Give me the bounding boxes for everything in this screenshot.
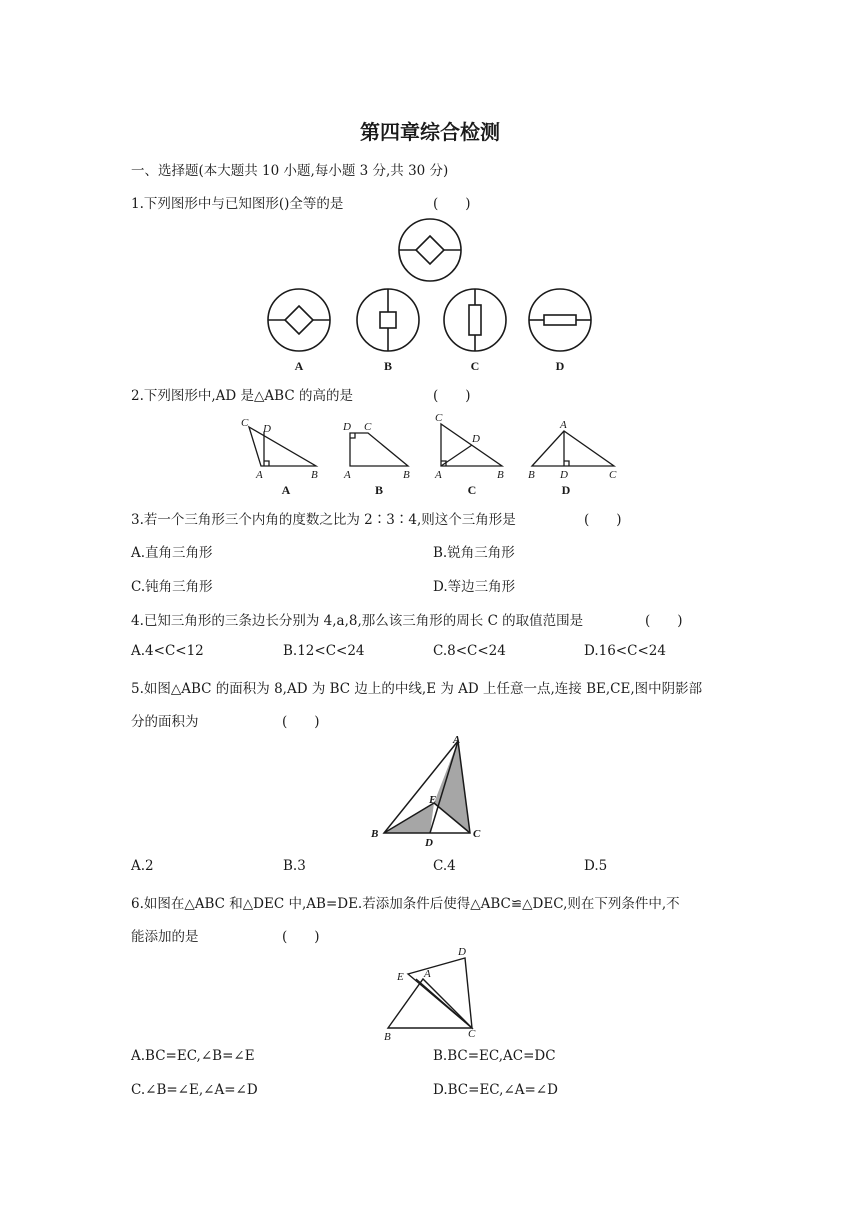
q1-label-b: B	[383, 359, 393, 373]
q2-stem: 2.下列图形中,AD 是△ABC 的高的是	[131, 388, 353, 404]
q2-figure	[236, 410, 626, 500]
q1-option-c-shape	[444, 289, 506, 351]
q3-stem: 3.若一个三角形三个内角的度数之比为 2∶3∶4,则这个三角形是	[131, 512, 516, 528]
q1-figure	[260, 218, 600, 374]
q2-fig-c-vertex-b: B	[497, 469, 504, 481]
q2-fig-b-vertex-a: A	[344, 469, 351, 481]
q6-figure	[378, 944, 488, 1044]
q5-vertex-d: D	[425, 837, 433, 849]
q2-label-b: B	[374, 483, 384, 497]
q6-vertex-c: C	[468, 1028, 476, 1040]
section-heading: 一、选择题(本大题共 10 小题,每小题 3 分,共 30 分)	[131, 163, 449, 179]
q2-fig-b-vertex-c: C	[364, 421, 372, 433]
q3-option-c: C.钝角三角形	[131, 579, 213, 595]
q5-vertex-e: E	[429, 794, 437, 806]
q2-fig-a-vertex-d: D	[263, 423, 271, 435]
q3-option-d: D.等边三角形	[433, 579, 516, 595]
q4-option-c: C.8<C<24	[433, 643, 506, 659]
q2-answer-paren: ( )	[433, 388, 471, 404]
q2-fig-b-vertex-d: D	[343, 421, 351, 433]
q4-answer-paren: ( )	[645, 613, 683, 629]
q2-fig-d-vertex-d: D	[560, 469, 568, 481]
q4-option-a: A.4<C<12	[131, 643, 204, 659]
q2-fig-c-vertex-d: D	[472, 433, 480, 445]
q5-option-a: A.2	[131, 858, 154, 874]
q2-fig-a-vertex-c: C	[241, 417, 249, 429]
q1-option-b-shape	[357, 289, 419, 351]
q6-option-b: B.BC=EC,AC=DC	[433, 1048, 556, 1064]
q2-fig-c	[441, 424, 502, 466]
q2-fig-a-vertex-a: A	[256, 469, 263, 481]
q6-vertex-d: D	[458, 946, 466, 958]
q6-answer-paren: ( )	[282, 929, 320, 945]
q2-fig-c-vertex-a: A	[435, 469, 442, 481]
q4-stem: 4.已知三角形的三条边长分别为 4,a,8,那么该三角形的周长 C 的取值范围是	[131, 613, 584, 629]
q6-option-a: A.BC=EC,∠B=∠E	[131, 1048, 255, 1064]
q5-vertex-a: A	[453, 734, 461, 746]
q4-option-b: B.12<C<24	[283, 643, 365, 659]
q1-label-c: C	[470, 359, 480, 373]
q4-option-d: D.16<C<24	[584, 643, 666, 659]
q2-label-d: D	[561, 483, 571, 497]
q6-vertex-e: E	[397, 971, 404, 983]
q5-stem-line2: 分的面积为	[131, 714, 199, 730]
q3-answer-paren: ( )	[584, 512, 622, 528]
q3-option-b: B.锐角三角形	[433, 545, 515, 561]
q2-fig-b-vertex-b: B	[403, 469, 410, 481]
q6-vertex-a: A	[424, 968, 431, 980]
q2-fig-a-vertex-b: B	[311, 469, 318, 481]
q5-figure	[368, 733, 498, 853]
q6-triangle-abc	[388, 979, 472, 1028]
q5-vertex-b: B	[371, 828, 379, 840]
q2-label-c: C	[467, 483, 477, 497]
q3-option-a: A.直角三角形	[131, 545, 213, 561]
q1-label-d: D	[555, 359, 565, 373]
q6-vertex-b: B	[384, 1031, 391, 1043]
q6-option-d: D.BC=EC,∠A=∠D	[433, 1082, 558, 1098]
q5-option-c: C.4	[433, 858, 456, 874]
q2-fig-b	[350, 433, 408, 466]
q6-stem-line2: 能添加的是	[131, 929, 199, 945]
q2-fig-a	[249, 427, 316, 466]
q2-fig-d-vertex-c: C	[609, 469, 617, 481]
q2-label-a: A	[281, 483, 291, 497]
q5-vertex-c: C	[473, 828, 481, 840]
q2-fig-d	[532, 431, 614, 466]
page-title: 第四章综合检测	[360, 120, 500, 144]
q5-option-b: B.3	[283, 858, 306, 874]
q5-stem-line1: 5.如图△ABC 的面积为 8,AD 为 BC 边上的中线,E 为 AD 上任意一点,连接 BE,CE,图中阴影部	[131, 681, 703, 697]
q1-option-a-shape	[268, 289, 330, 351]
q1-answer-paren: ( )	[433, 196, 471, 212]
q2-fig-d-vertex-a: A	[560, 419, 567, 431]
q1-reference-shape	[399, 219, 461, 281]
q6-stem-line1: 6.如图在△ABC 和△DEC 中,AB=DE.若添加条件后使得△ABC≌△DEC,则在下列条件中,不	[131, 896, 680, 912]
q1-option-d-shape	[529, 289, 591, 351]
q5-answer-paren: ( )	[282, 714, 320, 730]
q1-label-a: A	[294, 359, 304, 373]
q2-fig-c-vertex-c: C	[435, 412, 443, 424]
q6-option-c: C.∠B=∠E,∠A=∠D	[131, 1082, 258, 1098]
q5-option-d: D.5	[584, 858, 608, 874]
q1-stem: 1.下列图形中与已知图形()全等的是	[131, 196, 344, 212]
q2-fig-d-vertex-b: B	[528, 469, 535, 481]
